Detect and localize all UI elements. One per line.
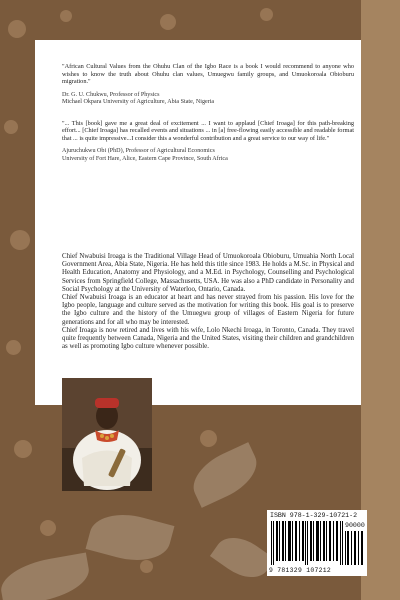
blurb-quote: "... This [book] gave me a great deal of excitement ... I want to applaud [Chief Iroaga] for this path-breaking effort... [Chief Iroaga] has recalled events and situations ... in [a] free-flowing easily accessible and readable format that ... is quite impressive...I consider this a wonderful contribution and a great service to our way of life." [62, 119, 354, 142]
review-blurbs [62, 63, 354, 163]
bio-paragraph: Chief Iroaga is now retired and lives with his wife, Lolo Nkechi Iroaga, in Toronto, Canada. They travel quite frequently between Canada, Nigeria and the United States, visiting their children and grandchildren as well as promoting Igbo culture whenever possible. [62, 326, 354, 351]
barcode-digits: 9 781329 107212 [269, 567, 332, 574]
blurb-affiliation: Michael Okpara University of Agriculture, Abia State, Nigeria [62, 99, 215, 106]
author-bio [62, 253, 354, 351]
price-code: 90000 [345, 522, 365, 529]
blurb-author: Dr. G. U. Chukwu, Professor of Physics [62, 91, 160, 98]
author-photo [62, 378, 152, 491]
isbn-barcode [267, 510, 367, 576]
barcode-bars [271, 521, 343, 565]
blurb-quote: "African Cultural Values from the Ohuhu Clan of the Igbo Race is a book I would recommend to anyone who wishes to know the truth about Ohuhu clan values, Umuegwu family groups, and Umuokoroala Obioburu migration." [62, 63, 354, 86]
bio-paragraph: Chief Nwabuisi Iroaga is the Traditional Village Head of Umuokoroala Obioburu, Umuahia North Local Government Area, Abia State, Nigeria. He has held this title since 1983. He holds a M.Sc. in Physical and Health Education, Anatomy and Physiology, and a M.Ed. in Psychology, Counselling and Psychological Services from Springfield College, Massachusetts, USA. He was also a PhD candidate in Personality and Social Psychology at the University of Waterloo, Ontario, Canada. [62, 253, 354, 293]
bio-paragraph: Chief Nwabuisi Iroaga is an educator at heart and has never strayed from his passion. His love for the Igbo people, language and culture served as the motivation for writing this book. His goal is to preserve the Igbo culture and the history of the Umuegwu group of villages of Eastern Nigeria for future generations and for all who may be interested. [62, 294, 354, 326]
price-barcode-bars [345, 531, 363, 565]
isbn-label: ISBN 978-1-329-10721-2 [270, 512, 358, 519]
blurb-author: Ajuruchukwu Obi (PhD), Professor of Agricultural Economics [62, 148, 215, 155]
blurb-affiliation: University of Fort Hare, Alice, Eastern Cape Province, South Africa [62, 155, 228, 162]
